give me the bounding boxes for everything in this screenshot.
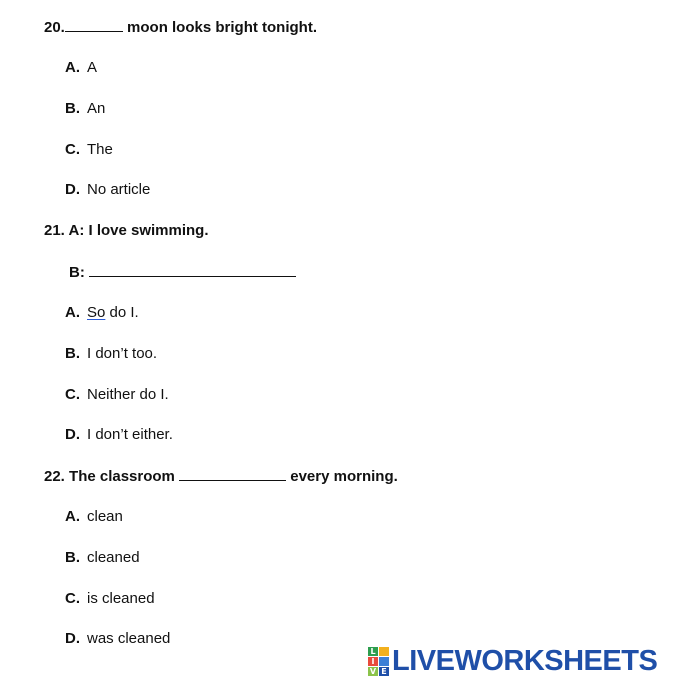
option-text: cleaned: [87, 549, 140, 566]
logo-block: L: [368, 647, 378, 656]
answer-blank[interactable]: [65, 17, 123, 32]
logo-block: I: [368, 657, 378, 666]
question-text: A: I love swimming.: [68, 222, 209, 239]
question-21: [44, 221, 209, 241]
answer-blank[interactable]: [89, 262, 296, 277]
option-letter: D.: [65, 630, 80, 647]
question-text: moon looks bright tonight.: [122, 19, 317, 36]
option-letter: B.: [65, 345, 80, 362]
option-21-b[interactable]: [65, 344, 157, 364]
option-text: I don’t too.: [87, 345, 158, 362]
option-text: do I.: [105, 304, 139, 321]
option-20-d[interactable]: [65, 180, 150, 200]
option-text: was cleaned: [87, 630, 171, 647]
option-text: No article: [87, 181, 151, 198]
option-letter: D.: [65, 426, 80, 443]
option-20-c[interactable]: [65, 140, 113, 160]
question-number: 22.: [44, 468, 65, 485]
option-20-a[interactable]: [65, 58, 97, 78]
logo-block: [379, 657, 389, 666]
dialogue-b-line: [69, 262, 296, 283]
logo-block: E: [379, 667, 389, 676]
question-number: 21.: [44, 222, 65, 239]
option-text: A: [87, 59, 98, 76]
answer-blank[interactable]: [179, 466, 286, 481]
logo-text: LIVEWORKSHEETS: [392, 644, 658, 677]
option-letter: C.: [65, 590, 80, 607]
option-22-d[interactable]: [65, 629, 170, 649]
option-letter: A.: [65, 59, 80, 76]
option-21-c[interactable]: [65, 385, 169, 405]
option-letter: B.: [65, 549, 80, 566]
b-label: B:: [69, 264, 85, 281]
option-21-a[interactable]: [65, 303, 139, 323]
question-text-before: The classroom: [64, 468, 180, 485]
option-22-a[interactable]: [65, 507, 123, 527]
option-letter: A.: [65, 508, 80, 525]
option-20-b[interactable]: [65, 99, 105, 119]
option-22-b[interactable]: [65, 548, 140, 568]
option-text-underlined: So: [87, 304, 106, 321]
logo-block: V: [369, 666, 377, 676]
option-22-c[interactable]: [65, 589, 155, 609]
liveworksheets-logo: [368, 646, 657, 676]
option-text: I don’t either.: [87, 426, 173, 443]
option-21-d[interactable]: [65, 425, 173, 445]
option-text: The: [87, 141, 113, 158]
question-22: [44, 466, 398, 487]
option-letter: B.: [65, 100, 80, 117]
logo-icon: [368, 647, 389, 676]
option-text: is cleaned: [87, 590, 155, 607]
logo-block: [379, 647, 389, 656]
option-text: Neither do I.: [87, 386, 169, 403]
option-letter: A.: [65, 304, 80, 321]
question-20: [44, 17, 317, 38]
option-letter: C.: [65, 386, 80, 403]
question-number: 20.: [44, 19, 65, 36]
option-text: clean: [87, 508, 123, 525]
option-text: An: [87, 100, 106, 117]
option-letter: C.: [65, 141, 80, 158]
question-text-after: every morning.: [286, 468, 398, 485]
option-letter: D.: [65, 181, 80, 198]
